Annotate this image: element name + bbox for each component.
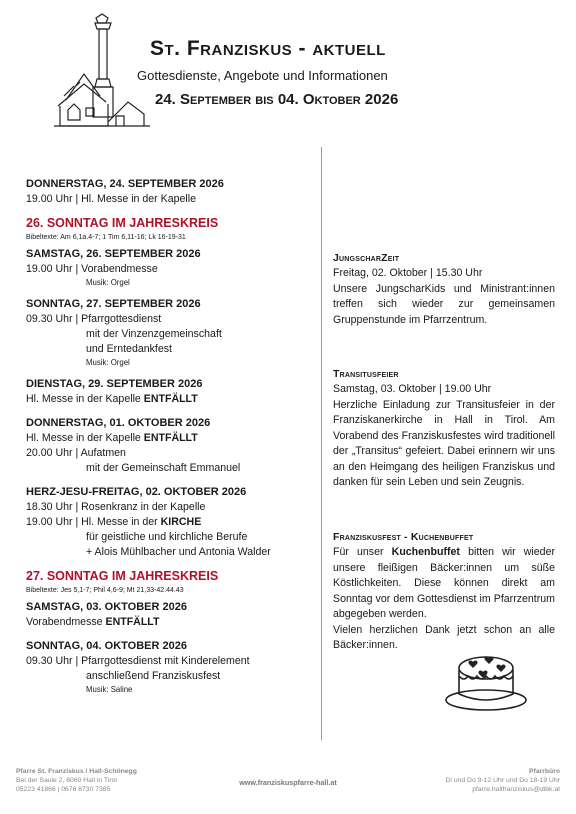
announcement-transitusfeier [333, 366, 555, 491]
announcement-text: Herzliche Einladung zur Transitusfeier in der Franziskanerkirche in Hall in Tirol. Am Vorabend des Franziskusfestes wird traditionell der „Transitus“ gefeiert. Dabei erinnern wir uns an den Heimgang des heiligen Franziskus und danken für sein Leben und sein Zeugnis. [333, 398, 555, 488]
announcement-title: Franziskusfest - Kuchenbuffet [333, 531, 474, 543]
entry-date: SAMSTAG, 26. SEPTEMBER 2026 [26, 248, 201, 260]
schedule-entry [26, 246, 316, 288]
announcement-text-part: bitten wir wieder unsere fleißigen Bäcker:innen um süße Köstlichkeiten. Diese können direkt am Sonntag vor dem Gottesdienst im Pfarrzentrum abgegeben werden. [333, 546, 555, 620]
entry-line: 09.30 Uhr | Pfarrgottesdienst mit Kinderelement [26, 655, 250, 667]
entry-line [26, 431, 316, 446]
date-range: 24. September bis 04. Oktober 2026 [155, 91, 399, 108]
sunday-heading-block [26, 215, 316, 243]
announcement-jungscharzeit [333, 250, 555, 328]
page-subtitle: Gottesdienste, Angebote und Informationen [137, 68, 388, 83]
entry-line: 19.00 Uhr | Hl. Messe in der Kapelle [26, 193, 196, 205]
schedule-entry [26, 296, 316, 368]
entry-line [26, 515, 316, 530]
schedule-entry [26, 376, 316, 407]
sunday-heading-block [26, 568, 316, 596]
entry-line: für geistliche und kirchliche Berufe [86, 531, 248, 543]
entry-line [26, 615, 316, 630]
office-email[interactable]: pfarre.hallfranziskus@dibk.at [472, 786, 560, 793]
entry-text: Vorabendmesse [26, 616, 103, 628]
entry-line: mit der Gemeinschaft Emmanuel [86, 462, 241, 474]
announcement-emphasis: Kuchenbuffet [391, 546, 460, 558]
schedule-entry [26, 638, 316, 695]
announcement-text-part: Für unser [333, 546, 384, 558]
announcement-text: Unsere JungscharKids und Ministrant:innen treffen sich wieder zur gemeinsamen Gruppenstunde im Pfarrzentrum. [333, 282, 555, 326]
entry-line: und Erntedankfest [86, 343, 172, 355]
schedule-entry [26, 415, 316, 476]
entry-date: SAMSTAG, 03. OKTOBER 2026 [26, 601, 187, 613]
entry-date: HERZ-JESU-FREITAG, 02. OKTOBER 2026 [26, 486, 247, 498]
page-title: St. Franziskus - aktuell [150, 37, 386, 60]
cake-illustration [443, 642, 529, 714]
entry-text: Hl. Messe in der Kapelle [26, 432, 141, 444]
entry-date: SONNTAG, 04. OKTOBER 2026 [26, 640, 187, 652]
bible-texts: Bibeltexte: Am 6,1a.4-7; 1 Tim 6,11-16; Lk 16-19-31 [26, 234, 186, 241]
entry-line: 19.00 Uhr | Vorabendmesse [26, 263, 158, 275]
entry-line: 18.30 Uhr | Rosenkranz in der Kapelle [26, 501, 206, 513]
sunday-title: 26. SONNTAG IM JAHRESKREIS [26, 216, 219, 230]
music-note: Musik: Orgel [86, 278, 130, 287]
column-divider [321, 147, 322, 740]
music-note: Musik: Saline [86, 685, 133, 694]
entry-line: anschließend Franziskusfest [86, 670, 221, 682]
announcement-title: JungscharZeit [333, 252, 400, 264]
parish-phone: 05223 41866 | 0676 8730 7385 [16, 786, 111, 793]
parish-name: Pfarre St. Franziskus / Hall-Schönegg [16, 768, 137, 775]
schedule-column [26, 176, 316, 703]
entry-date: DONNERSTAG, 24. SEPTEMBER 2026 [26, 178, 224, 190]
announcement-date: Freitag, 02. Oktober | 15.30 Uhr [333, 267, 483, 279]
website-link[interactable]: www.franziskuspfarre-hall.at [239, 778, 337, 787]
announcement-kuchenbuffet [333, 529, 555, 654]
entry-line: 20.00 Uhr | Aufatmen [26, 447, 126, 459]
entry-line: mit der Vinzenzgemeinschaft [86, 328, 222, 340]
sunday-title: 27. SONNTAG IM JAHRESKREIS [26, 569, 219, 583]
office-title: Pfarrbüro [529, 768, 560, 775]
cancelled-label: ENTFÄLLT [143, 432, 198, 444]
entry-line: 09.30 Uhr | Pfarrgottesdienst [26, 313, 162, 325]
announcement-date: Samstag, 03. Oktober | 19.00 Uhr [333, 383, 492, 395]
entry-line: + Alois Mühlbacher und Antonia Walder [86, 546, 271, 558]
entry-date: SONNTAG, 27. SEPTEMBER 2026 [26, 298, 201, 310]
office-hours: Di und Do 9-12 Uhr und Do 18-19 Uhr [445, 777, 560, 784]
entry-text: Hl. Messe in der Kapelle [26, 393, 141, 405]
entry-text: 19.00 Uhr | Hl. Messe in der [26, 516, 158, 528]
cancelled-label: ENTFÄLLT [105, 616, 160, 628]
music-note: Musik: Orgel [86, 358, 130, 367]
announcement-text [333, 545, 555, 623]
announcement-text: Vielen herzlichen Dank jetzt schon an alle Bäcker:innen. [333, 623, 555, 651]
cancelled-label: ENTFÄLLT [143, 393, 198, 405]
entry-date: DONNERSTAG, 01. OKTOBER 2026 [26, 417, 211, 429]
bible-texts: Bibeltexte: Jes 5,1-7; Phil 4,6-9; Mt 21,33-42.44.43 [26, 587, 184, 594]
location-emphasis: KIRCHE [160, 516, 202, 528]
announcement-title: Transitusfeier [333, 368, 399, 380]
schedule-entry [26, 599, 316, 630]
entry-line [26, 392, 316, 407]
entry-date: DIENSTAG, 29. SEPTEMBER 2026 [26, 378, 203, 390]
schedule-entry [26, 176, 316, 207]
footer-office [446, 767, 560, 794]
parish-address: Bei der Saule 2, 6060 Hall in Tirol [16, 777, 117, 784]
schedule-entry [26, 484, 316, 560]
